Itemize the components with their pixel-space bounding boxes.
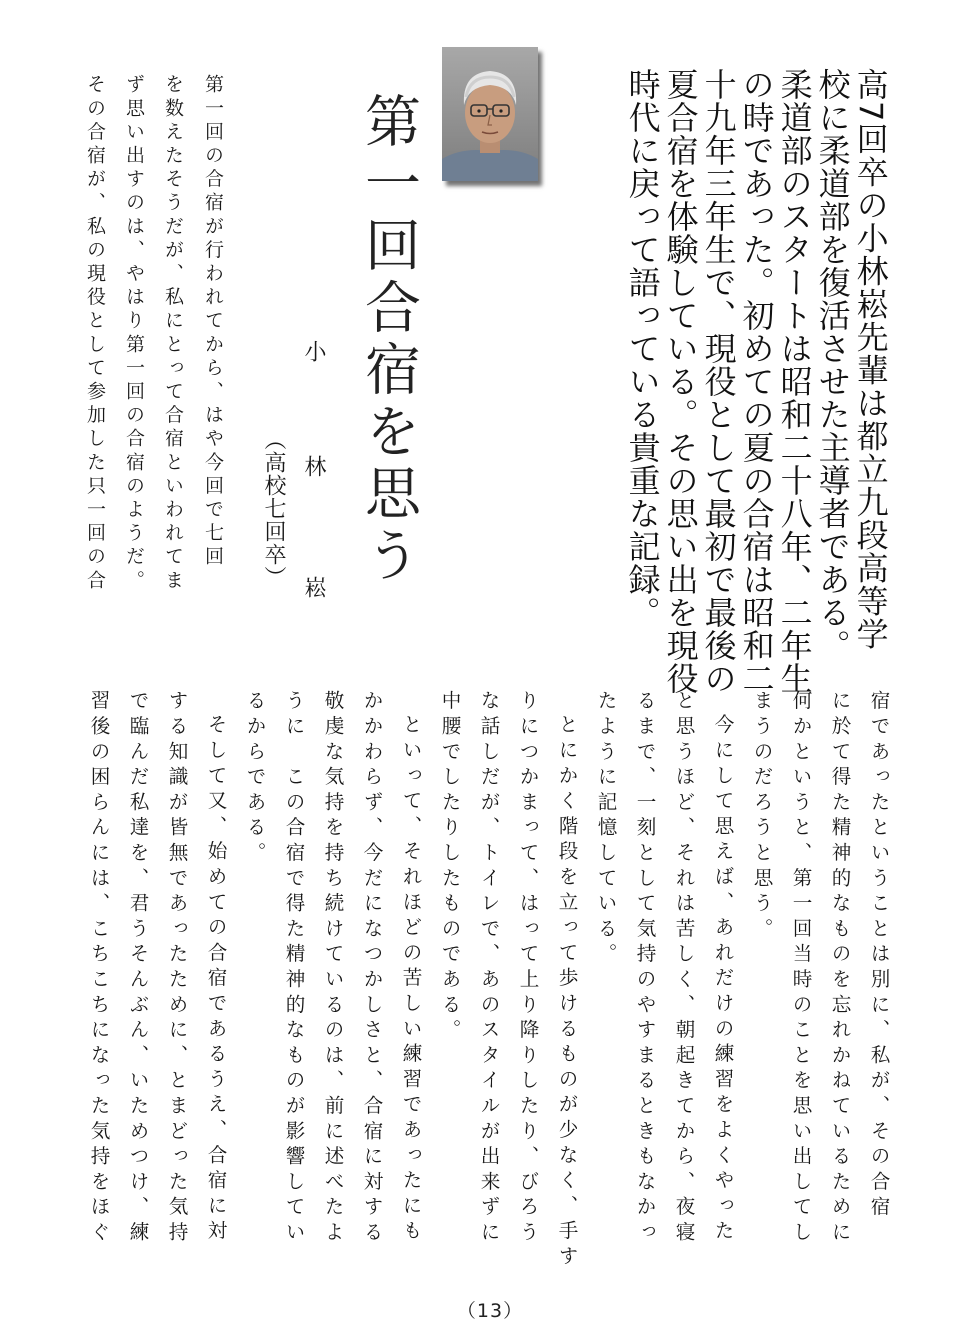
body-line: るからである。 bbox=[243, 690, 266, 868]
intro-line: 十九年三年生で、現役として最初で最後の bbox=[699, 68, 738, 695]
body-line: ず思い出すのは、やはり第一回の合宿のようだ。 bbox=[123, 74, 145, 594]
author-class: （高校七回卒） bbox=[261, 428, 286, 589]
body-top bbox=[80, 74, 240, 634]
author-given: 小 bbox=[301, 340, 326, 365]
body-line: といって、それほどの苦しい練習であったにも bbox=[399, 714, 422, 1246]
author-name: 崧 bbox=[301, 576, 326, 601]
intro-line: 夏合宿を体験している。その思い出を現役 bbox=[661, 68, 700, 695]
body-line: たように記憶している。 bbox=[594, 690, 617, 969]
body-line: と思うほど、それは苦しく、朝起きてから、夜寝 bbox=[672, 690, 695, 1247]
body-line: で臨んだ私達を、君うそんぶん、いためつけ、練 bbox=[126, 690, 149, 1247]
author-family: 林 bbox=[301, 455, 326, 480]
body-line: 第一回の合宿が行われてから、はや今回で七回 bbox=[202, 74, 224, 570]
body-line: を数えたそうだが、私にとって合宿といわれてま bbox=[162, 74, 184, 594]
intro-paragraph bbox=[623, 68, 890, 695]
body-line: 習後の困らんには、こちこちになった気持をほぐ bbox=[87, 690, 110, 1247]
intro-line: の時であった。初めての夏の合宿は昭和二 bbox=[737, 68, 776, 695]
body-line: そして又、始めての合宿であるうえ、合宿に対 bbox=[204, 714, 227, 1246]
body-line: 今にして思えば、あれだけの練習をよくやった bbox=[711, 714, 734, 1246]
body-line: に於て得た精神的なものを忘れかねているために bbox=[828, 690, 851, 1247]
body-line: その合宿が、私の現役として参加した只一回の合 bbox=[84, 74, 106, 594]
body-line: する知識が皆無であったために、とまどった気持 bbox=[165, 690, 188, 1247]
body-line: とにかく階段を立って歩けるものが少なく、手す bbox=[555, 714, 578, 1271]
body-line: 何かというと、第一回当時のことを思い出してし bbox=[789, 690, 812, 1247]
author-photo bbox=[442, 47, 538, 181]
intro-line: 高7回卒の小林崧先輩は都立九段高等学 bbox=[851, 68, 890, 651]
body-bottom bbox=[82, 690, 894, 1290]
body-line: まうのだろうと思う。 bbox=[750, 690, 773, 943]
article-title: 第一回合宿を思う bbox=[356, 92, 421, 588]
intro-line: 柔道部のスタートは昭和二十八年、二年生 bbox=[775, 68, 814, 695]
body-line: 敬虔な気持を持ち続けているのは、前に述べたよ bbox=[321, 690, 344, 1247]
body-line: 宿であったということは別に、私が、その合宿 bbox=[867, 690, 890, 1222]
body-line: かかわらず、今だになつかしさと、合宿に対する bbox=[360, 690, 383, 1247]
body-line: 中腰でしたりしたものである。 bbox=[438, 690, 461, 1045]
body-line: な話しだが、トイレで、あのスタイルが出来ずに bbox=[477, 690, 500, 1247]
body-line: うに この合宿で得た精神的なものが影響してい bbox=[282, 690, 305, 1247]
intro-line: 時代に戻って語っている貴重な記録。 bbox=[623, 68, 662, 629]
page-number: （13） bbox=[456, 1300, 524, 1322]
portrait-image bbox=[442, 47, 538, 181]
body-line: りにつかまって、はって上り降りしたり、びろう bbox=[516, 690, 539, 1247]
intro-line: 校に柔道部を復活させた主導者である。 bbox=[813, 68, 852, 662]
body-line: るまで、一刻として気持のやすまるときもなかっ bbox=[633, 690, 656, 1247]
